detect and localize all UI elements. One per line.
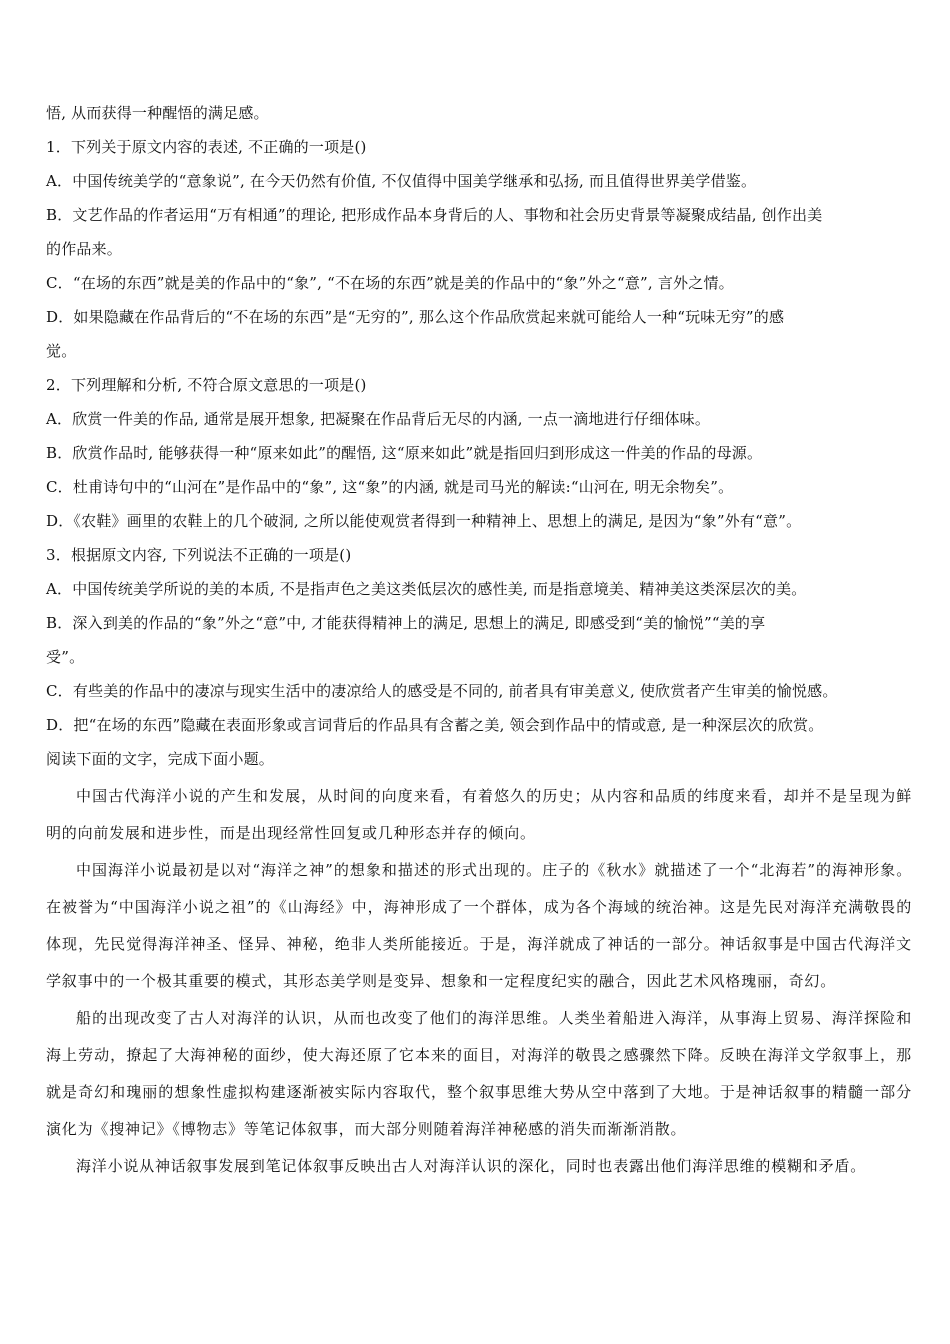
text-line: 悟, 从而获得一种醒悟的满足感。 <box>46 104 269 122</box>
question-1-option-d: D．如果隐藏在作品背后的“不在场的东西”是“无穷的”, 那么这个作品欣赏起来就可能给人一种“玩味无穷”的感 <box>46 308 785 326</box>
question-2-option-a: A．欣赏一件美的作品, 通常是展开想象, 把凝聚在作品背后无尽的内涵, 一点一滴地进行仔细体味。 <box>46 410 711 428</box>
question-3-option-b-cont: 受”。 <box>46 648 85 666</box>
question-1-option-c: C．“在场的东西”就是美的作品中的“象”, “不在场的东西”就是美的作品中的“象”外之“意”, 言外之情。 <box>46 274 734 292</box>
question-1-option-d-cont: 觉。 <box>46 342 77 360</box>
passage-paragraph: 船的出现改变了古人对海洋的认识，从而也改变了他们的海洋思维。人类坐着船进入海洋，从事海上贸易、海洋探险和海上劳动，撩起了大海神秘的面纱，使大海还原了它本来的面目，对海洋的敬畏之感骤然下降。反映在海洋文学叙事上，那就是奇幻和瑰丽的想象性虚拟构建逐渐被实际内容取代，整个叙事思维大势从空中落到了大地。于是神话叙事的精髓一部分演化为《搜神记》《博物志》等笔记体叙事，而大部分则随着海洋神秘感的消失而渐渐消散。 <box>46 1009 912 1138</box>
question-3-option-a: A．中国传统美学所说的美的本质, 不是指声色之美这类低层次的感性美, 而是指意境美、精神美这类深层次的美。 <box>46 580 807 598</box>
reading-instruction: 阅读下面的文字，完成下面小题。 <box>46 750 275 768</box>
passage-paragraph: 中国古代海洋小说的产生和发展，从时间的向度来看，有着悠久的历史；从内容和品质的纬度来看，却并不是呈现为鲜明的向前发展和进步性，而是出现经常性回复或几种形态并存的倾向。 <box>46 787 912 842</box>
question-2-option-d: D．《农鞋》画里的农鞋上的几个破洞, 之所以能使观赏者得到一种精神上、思想上的满足, 是因为“象”外有“意”。 <box>46 512 802 530</box>
passage-paragraph: 海洋小说从神话叙事发展到笔记体叙事反映出古人对海洋认识的深化，同时也表露出他们海洋思维的模糊和矛盾。 <box>76 1157 867 1175</box>
question-1-option-a: A．中国传统美学的“意象说”, 在今天仍然有价值, 不仅值得中国美学继承和弘扬, 而且值得世界美学借鉴。 <box>46 172 757 190</box>
question-1-stem: 1．下列关于原文内容的表述, 不正确的一项是() <box>46 138 367 156</box>
question-3-option-b: B．深入到美的作品的“象”外之“意”中, 才能获得精神上的满足, 思想上的满足, 即感受到“美的愉悦”“美的享 <box>46 614 766 632</box>
question-3-option-d: D．把“在场的东西”隐藏在表面形象或言词背后的作品具有含蓄之美, 领会到作品中的情或意, 是一种深层次的欣赏。 <box>46 716 824 734</box>
reading-passage <box>46 778 912 1185</box>
document-page <box>46 96 912 1185</box>
question-1-option-b-cont: 的作品来。 <box>46 240 123 258</box>
passage-paragraph: 中国海洋小说最初是以对“海洋之神”的想象和描述的形式出现的。庄子的《秋水》就描述了一个“北海若”的海神形象。在被誉为“中国海洋小说之祖”的《山海经》中，海神形成了一个群体，成为各个海域的统治神。这是先民对海洋充满敬畏的体现，先民觉得海洋神圣、怪异、神秘，绝非人类所能接近。于是，海洋就成了神话的一部分。神话叙事是中国古代海洋文学叙事中的一个极其重要的模式，其形态美学则是变异、想象和一定程度纪实的融合，因此艺术风格瑰丽，奇幻。 <box>46 861 912 990</box>
question-2-option-b: B．欣赏作品时, 能够获得一种“原来如此”的醒悟, 这“原来如此”就是指回归到形成这一件美的作品的母源。 <box>46 444 763 462</box>
question-3-option-c: C．有些美的作品中的凄凉与现实生活中的凄凉给人的感受是不同的, 前者具有审美意义, 使欣赏者产生审美的愉悦感。 <box>46 682 838 700</box>
question-2-option-c: C．杜甫诗句中的“山河在”是作品中的“象”, 这“象”的内涵, 就是司马光的解读:“山河在, 明无余物矣”。 <box>46 478 734 496</box>
question-3-stem: 3．根据原文内容, 下列说法不正确的一项是() <box>46 546 352 564</box>
question-1-option-b: B．文艺作品的作者运用“万有相通”的理论, 把形成作品本身背后的人、事物和社会历史背景等凝聚成结晶, 创作出美 <box>46 206 823 224</box>
question-2-stem: 2．下列理解和分析, 不符合原文意思的一项是() <box>46 376 367 394</box>
